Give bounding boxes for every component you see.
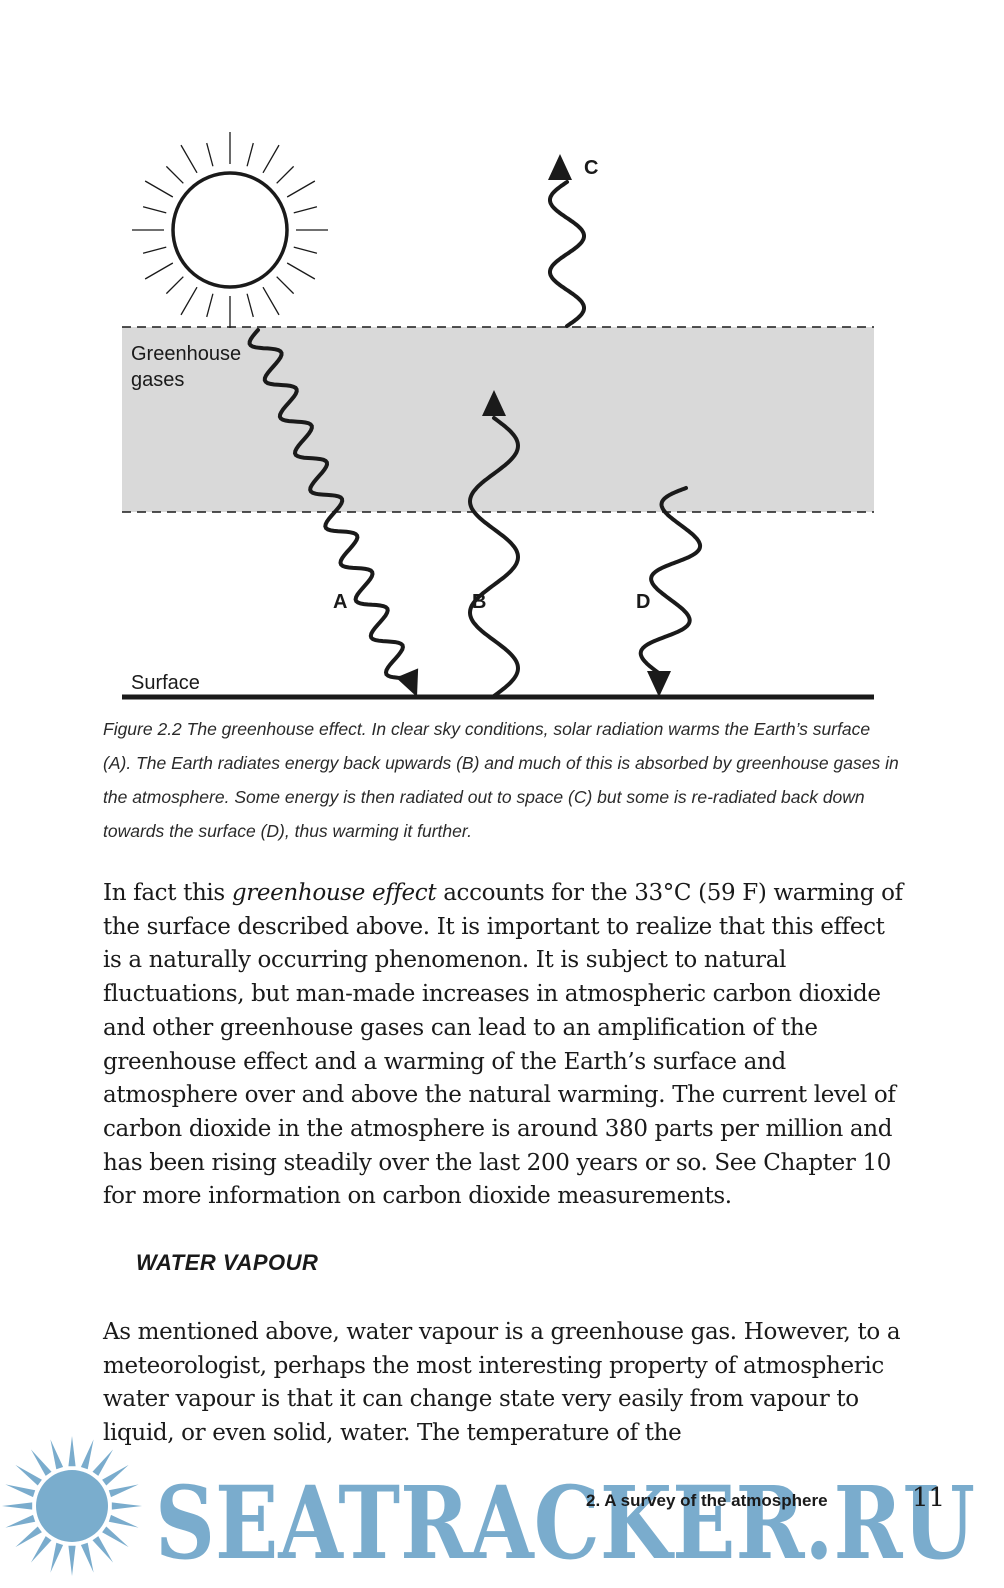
- watermark-sun-ray: [50, 1439, 63, 1469]
- watermark-sun-icon: [2, 1436, 142, 1576]
- arrow-c-arrowhead: [548, 154, 572, 180]
- watermark-sun-ray: [31, 1449, 52, 1476]
- running-head: 2. A survey of the atmosphere: [586, 1491, 828, 1510]
- watermark-sun-ray: [93, 1449, 114, 1476]
- greenhouse-gases-label-line2: gases: [131, 369, 185, 391]
- sun-ray: [263, 287, 279, 315]
- body-paragraph-1: [103, 877, 903, 1214]
- sun-icon: [132, 132, 328, 328]
- watermark-text: SEATRACKER.RU: [155, 1464, 975, 1582]
- arrow-a-arrowhead: [396, 668, 418, 697]
- watermark-sun-ray: [68, 1436, 75, 1466]
- page-number: 11: [912, 1483, 946, 1513]
- sun-ray: [166, 166, 183, 183]
- watermark-sun-ray: [93, 1536, 114, 1563]
- sun-ray: [294, 247, 317, 253]
- sun-ray: [181, 287, 197, 315]
- figure-caption: Figure 2.2 The greenhouse effect. In clear sky conditions, solar radiation warms the Earth’s surface (A). The Earth radiates energy back upwards (B) and much of this is absorbed by greenhouse gases in the atmosphere. Some energy is then radiated out to space (C) but some is re-radiated back down towards the surface (D), thus warming it further.: [103, 719, 899, 841]
- sun-ray: [287, 181, 315, 197]
- sun-ray: [247, 143, 253, 166]
- watermark-sun-ray: [2, 1502, 32, 1509]
- sun-ray: [143, 247, 166, 253]
- watermark-sun-ray: [112, 1502, 142, 1509]
- para1-start: In fact this: [103, 880, 232, 906]
- sun-ray: [166, 277, 183, 294]
- arrow-d-label: D: [636, 591, 651, 613]
- para1-rest: accounts for the 33°C (59 F) warming of the surface described above. It is important to realize that this effect is a naturally occurring phenomenon. It is subject to natural fluctuations, but man-made increases in atmospheric carbon dioxide and other greenhouse gases can lead to an amplification of the greenhouse effect and a warming of the Earth’s surface and atmosphere over and above the natural warming. The current level of carbon dioxide in the atmosphere is around 380 parts per million and has been rising steadily over the last 200 years or so. See Chapter 10 for more information on carbon dioxide measurements.: [103, 880, 903, 1210]
- sun-ray: [207, 294, 213, 317]
- sun-ray: [247, 294, 253, 317]
- watermark-sun-ray: [68, 1546, 75, 1576]
- sun-ray: [277, 166, 294, 183]
- sun-ray: [207, 143, 213, 166]
- greenhouse-effect-figure: [0, 0, 1004, 720]
- watermark-sun-ray: [15, 1527, 42, 1548]
- watermark-sun-ray: [109, 1484, 139, 1497]
- sun-ray: [287, 263, 315, 279]
- arrow-c-wave: [550, 182, 584, 326]
- arrow-c-label: C: [584, 157, 599, 179]
- arrow-d-arrowhead: [647, 671, 671, 697]
- watermark-sun-ray: [81, 1439, 94, 1469]
- watermark-sun-ray: [81, 1543, 94, 1573]
- sun-ray: [294, 207, 317, 213]
- sun-ray: [145, 263, 173, 279]
- watermark-sun-ray: [102, 1465, 129, 1486]
- sun-ray: [181, 145, 197, 173]
- body-paragraph-2: As mentioned above, water vapour is a greenhouse gas. However, to a meteorologist, perhaps the most interesting property of atmospheric water vapour is that it can change state very easily from vapour to liquid, or even solid, water. The temperature of the: [103, 1319, 901, 1447]
- arrow-b-label: B: [472, 591, 487, 613]
- sun-ray: [277, 277, 294, 294]
- sun-ray: [143, 207, 166, 213]
- greenhouse-gases-label-line1: Greenhouse: [131, 343, 242, 365]
- watermark-sun-ray: [5, 1484, 35, 1497]
- surface-label: Surface: [131, 672, 200, 694]
- watermark-sun-ray: [102, 1527, 129, 1548]
- arrow-d-wave: [641, 488, 700, 674]
- greenhouse-effect-emphasis: greenhouse effect: [231, 880, 437, 906]
- arrow-a-label: A: [333, 591, 348, 613]
- watermark-sun-ray: [50, 1543, 63, 1573]
- watermark-sun-ray: [31, 1536, 52, 1563]
- sun-ray: [145, 181, 173, 197]
- watermark-sun-ray: [15, 1465, 42, 1486]
- sun-ray: [263, 145, 279, 173]
- watermark-sun-ray: [109, 1515, 139, 1528]
- section-heading: WATER VAPOUR: [136, 1250, 319, 1275]
- watermark-sun-ray: [5, 1515, 35, 1528]
